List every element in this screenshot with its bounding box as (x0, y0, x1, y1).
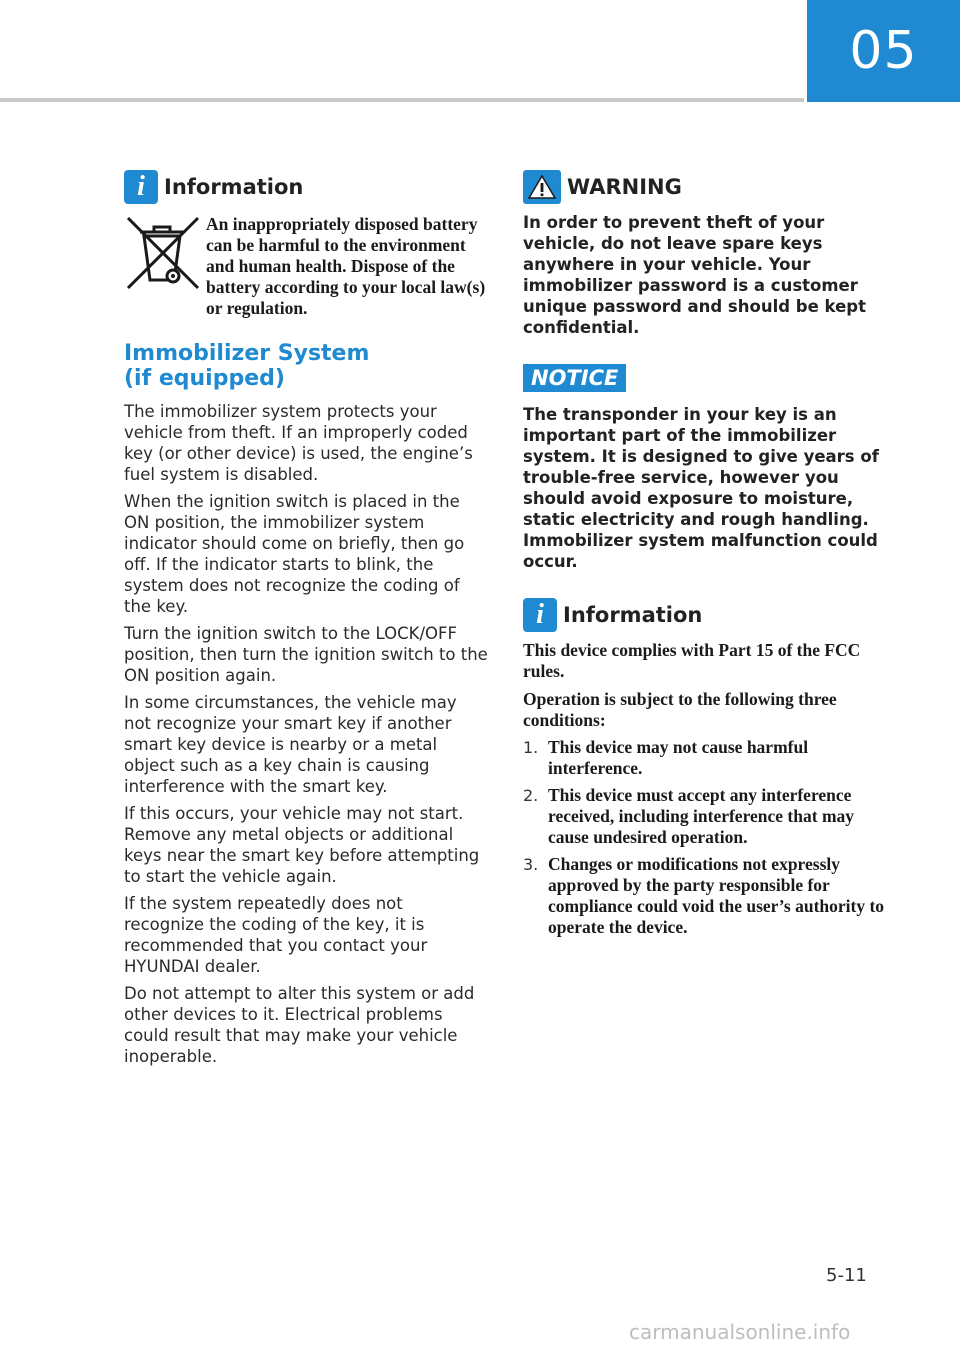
list-item (523, 785, 888, 848)
list-text: This device may not cause harmful interference. (548, 737, 809, 778)
section-title-line1: Immobilizer System (124, 341, 370, 366)
paragraph: In some circumstances, the vehicle may not recognize your smart key if another smart key device is nearby or a metal object such as a key chain is causing interference with the smart key. (124, 693, 457, 796)
battery-disposal-text: An inappropriately disposed battery can be harmful to the environment and human health. Dispose of the battery according to your local law(s) or regulation. (206, 214, 486, 318)
warning-heading (523, 170, 888, 204)
section-title-line2: (if equipped) (124, 366, 285, 391)
header-rule (0, 98, 804, 102)
watermark: carmanualsonline.info (629, 1320, 851, 1344)
warning-icon (523, 170, 561, 204)
list-item (523, 854, 888, 938)
list-number: 3. (523, 855, 539, 874)
notice-badge: NOTICE (523, 364, 626, 392)
paragraph: If the system repeatedly does not recognize the coding of the key, it is recommended that you contact your HYUNDAI dealer. (124, 894, 428, 976)
paragraph: Do not attempt to alter this system or add other devices to it. Electrical problems could result that may make your vehicle inoperable. (124, 984, 475, 1066)
info-heading-text: Information (164, 175, 304, 199)
information-icon: i (523, 598, 557, 632)
paragraph: Turn the ignition switch to the LOCK/OFF position, then turn the ignition switch to the ON position again. (124, 624, 488, 685)
paragraph: If this occurs, your vehicle may not start. Remove any metal objects or additional keys near the smart key before attempting to start the vehicle again. (124, 804, 480, 886)
chapter-tab: 05 (807, 0, 960, 102)
list-number: 2. (523, 786, 539, 805)
section-title (124, 341, 488, 391)
fcc-text: This device complies with Part 15 of the FCC rules. (523, 640, 861, 681)
list-item (523, 737, 888, 779)
page-number: 5-11 (826, 1265, 867, 1286)
list-text: Changes or modifications not expressly approved by the party responsible for compliance could void the user’s authority to operate the device. (548, 854, 885, 937)
paragraph: When the ignition switch is placed in the ON position, the immobilizer system indicator should come on briefly, then go off. If the indicator starts to blink, the system does not recognize the coding of the key. (124, 492, 465, 616)
information-icon: i (124, 170, 158, 204)
crossed-bin-icon (124, 214, 202, 292)
paragraph: The immobilizer system protects your vehicle from theft. If an improperly coded key (or other device) is used, the engine’s fuel system is disabled. (124, 402, 473, 484)
right-column (523, 170, 888, 944)
battery-disposal-note (124, 214, 488, 319)
info-heading-text: Information (563, 603, 703, 627)
info-box-heading (124, 170, 488, 204)
notice-text: The transponder in your key is an important part of the immobilizer system. It is designed to give years of trouble-free service, however you should avoid exposure to moisture, static electricity and rough handling. Immobilizer system malfunction could occur. (523, 405, 879, 571)
info-box2-heading (523, 598, 888, 632)
fcc-conditions-intro: Operation is subject to the following three conditions: (523, 689, 837, 730)
warning-heading-text: WARNING (567, 175, 682, 199)
left-column (124, 170, 488, 1073)
conditions-list (523, 737, 888, 938)
list-text: This device must accept any interference received, including interference that may cause undesired operation. (548, 785, 855, 847)
list-number: 1. (523, 738, 539, 757)
warning-text: In order to prevent theft of your vehicle, do not leave spare keys anywhere in your vehicle. Your immobilizer password is a customer unique password and should be kept confidential. (523, 213, 866, 337)
